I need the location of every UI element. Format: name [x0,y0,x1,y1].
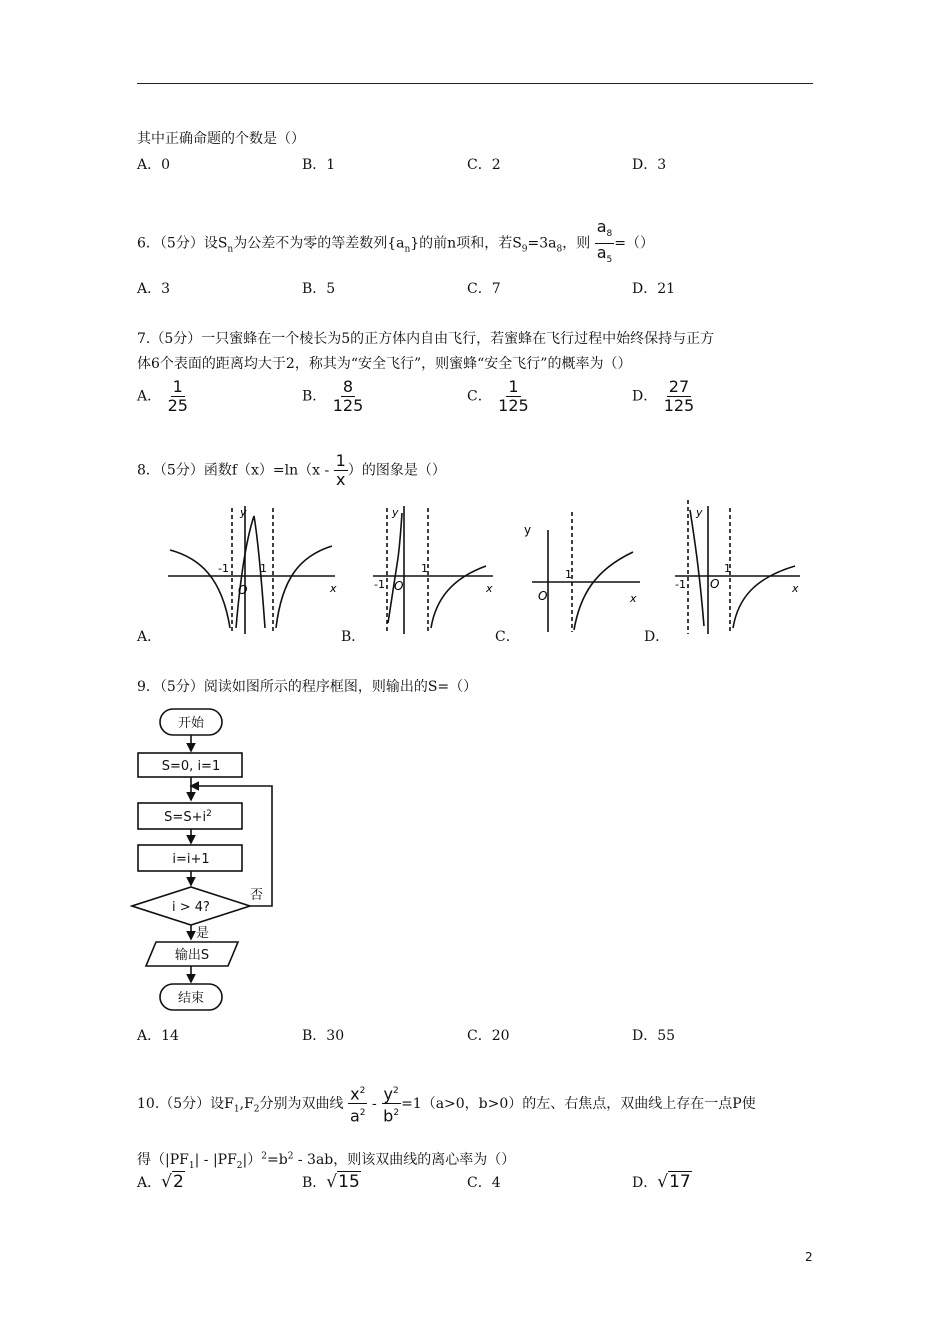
svg-text:O: O [238,583,248,597]
svg-text:S=0, i=1: S=0, i=1 [161,759,221,774]
svg-text:1: 1 [260,562,267,575]
q7-option-a[interactable]: A． $\frac{1}{25}$ [137,377,188,415]
q9-option-a[interactable]: A．14 [137,1028,179,1044]
header-rule [137,83,813,84]
q9-option-b[interactable]: B．30 [302,1028,345,1044]
svg-text:-1: -1 [374,578,385,591]
q7-option-d[interactable]: D． $\frac{27}{125}$ [632,377,695,415]
curve-right [276,546,332,628]
q10-line1: 10.（5分）设$F_1,F_2$分别为双曲线 $\frac{x^2}{a^2}$ - $\frac{y^2}{b^2}$ =1（a>0，b>0）的左、右焦点，双曲线上存在一点P使 [137,1082,756,1126]
q8-graph-a [160,498,340,638]
svg-text:-1: -1 [218,562,229,575]
svg-text:输出S: 输出S [174,948,210,963]
q10-line2: 得$(|PF_1| - |PF_2|)^2=b^2 - 3ab$，则该双曲线的离心率为（） [137,1151,516,1171]
q6-stem: 6．（5分）设$S_n$为公差不为零的等差数列$\{a_n\}$的前n项和，若$S_9=3a_8$，则 $\frac{a_8}{a_5}$ =（） [137,218,654,269]
svg-text:结束: 结束 [177,991,205,1006]
q8-graph-c [520,510,645,635]
svg-text:-1: -1 [675,578,686,591]
q9-option-d[interactable]: D．55 [632,1028,676,1044]
q8-option-b[interactable]: B． [341,629,366,645]
svg-text:y: y [240,506,247,519]
curve-left [388,513,402,623]
svg-text:O: O [394,579,404,593]
q7-option-b[interactable]: B． $\frac{8}{125}$ [302,377,364,415]
q9-flowchart [130,703,290,1018]
q5-option-d[interactable]: D．3 [632,157,667,173]
q7-line1: 7.（5分）一只蜜蜂在一个棱长为5的正方体内自由飞行，若蜜蜂在飞行过程中始终保持与正方 [137,331,715,347]
svg-text:y: y [696,506,703,519]
q10-option-b[interactable]: B．√15 [302,1172,360,1192]
q9-option-c[interactable]: C．20 [467,1028,510,1044]
curve-right [574,552,633,630]
q8-graph-b [368,498,498,638]
q8-stem: 8．（5分）函数f（x）=ln（x - $\frac{1}{x}$ ）的图象是（） [137,451,446,489]
svg-text:i=i+1: i=i+1 [172,852,210,867]
svg-text:是: 是 [196,926,210,941]
q6-fraction: $\frac{a_8}{a_5}$ [596,217,613,266]
page-number: 2 [805,1250,813,1264]
svg-text:1: 1 [565,568,572,581]
q10-option-a[interactable]: A．√2 [137,1172,184,1192]
svg-text:S=S+i2: $S=S+i^2$ [164,809,212,825]
svg-text:x: x [630,592,637,605]
q9-stem: 9．（5分）阅读如图所示的程序框图，则输出的S=（） [137,679,478,695]
svg-text:1: 1 [421,562,428,575]
q6-option-a[interactable]: A．3 [137,281,171,297]
svg-text:x: x [486,582,493,595]
q10-option-d[interactable]: D．√17 [632,1172,691,1192]
curve-left [690,510,704,626]
q7-option-c[interactable]: C． $\frac{1}{125}$ [467,377,529,415]
q5-option-c[interactable]: C．2 [467,157,501,173]
svg-text:x: x [792,582,799,595]
q7-line2: 体6个表面的距离均大于2，称其为“安全飞行”，则蜜蜂“安全飞行”的概率为（） [137,356,632,372]
q6-option-c[interactable]: C．7 [467,281,501,297]
q6-option-b[interactable]: B．5 [302,281,336,297]
svg-text:O: O [710,577,720,591]
q5-option-a[interactable]: A．0 [137,157,171,173]
svg-text:x: x [330,582,337,595]
q10-option-c[interactable]: C．4 [467,1175,501,1191]
svg-text:y: y [392,506,399,519]
q8-option-a[interactable]: A． [137,629,162,645]
svg-text:i > 4?: i > 4? [172,900,210,915]
svg-text:开始: 开始 [177,716,205,731]
q8-option-d[interactable]: D． [644,629,670,645]
svg-text:否: 否 [250,888,264,903]
q5-option-b[interactable]: B．1 [302,157,336,173]
q8-option-c[interactable]: C． [495,629,520,645]
svg-text:O: O [538,589,548,603]
q6-option-d[interactable]: D．21 [632,281,676,297]
q5-stem: 其中正确命题的个数是（） [137,131,305,147]
q8-graph-d [670,498,805,638]
svg-text:y: y [524,523,532,537]
svg-text:1: 1 [724,562,731,575]
